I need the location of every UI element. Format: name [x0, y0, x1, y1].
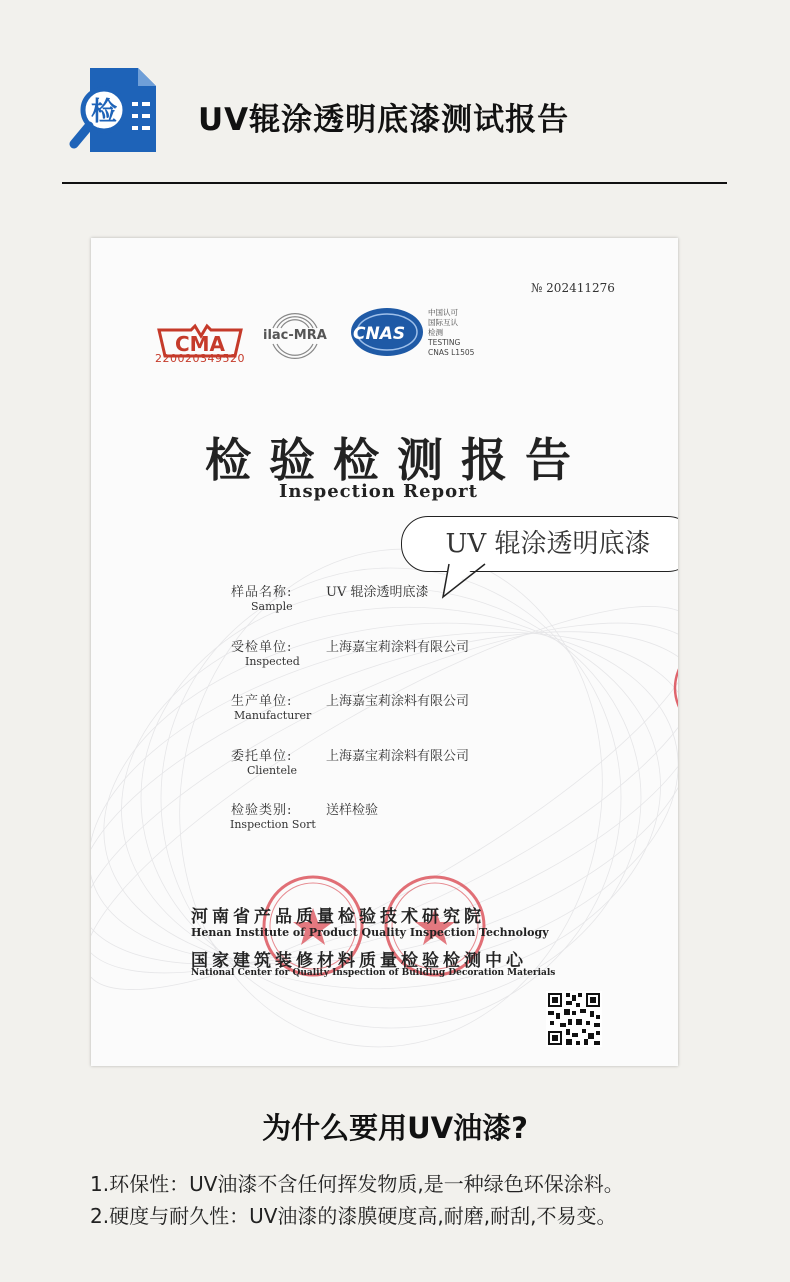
field-sub-label: Clientele — [247, 764, 298, 777]
cnas-info-line: 中国认可 — [428, 308, 458, 317]
inspection-certificate — [91, 238, 678, 1066]
field-label: 生产单位: — [231, 694, 293, 709]
certificate-number: № 202411276 — [531, 281, 615, 295]
benefit-item: 2.硬度与耐久性：UV油漆的漆膜硬度高,耐磨,耐刮,不易变。 — [90, 1204, 617, 1228]
field-label: 受检单位: — [231, 640, 293, 655]
ilac-label: ilac-MRA — [263, 328, 327, 343]
report-subtitle: Inspection Report — [279, 481, 478, 502]
page-title: UV辊涂透明底漆测试报告 — [198, 102, 570, 138]
institution-national-en: National Center for Quality Inspection of Building Decoration Materials — [191, 968, 556, 978]
page-header — [0, 0, 790, 190]
field-sub-label: Manufacturer — [234, 709, 312, 722]
qr-code — [546, 991, 602, 1047]
callout-tail — [441, 563, 501, 603]
report-title: 检验检测报告 — [205, 433, 589, 487]
inspection-document-icon — [68, 66, 160, 156]
cnas-info — [428, 308, 474, 358]
icon-glyph: 检 — [90, 97, 118, 127]
field-label: 检验类别: — [231, 803, 293, 818]
field-value: 上海嘉宝莉涂料有限公司 — [326, 640, 470, 655]
cma-number: 220020349520 — [155, 352, 245, 365]
institution-henan-en: Henan Institute of Product Quality Inspection Technology — [191, 926, 549, 939]
section-title: 为什么要用UV油漆? — [262, 1111, 528, 1145]
cnas-info-line: TESTING — [428, 338, 461, 347]
field-value: 上海嘉宝莉涂料有限公司 — [326, 749, 470, 764]
field-sub-label: Sample — [251, 600, 293, 613]
institution-national-cn: 国家建筑装修材料质量检验检测中心 — [191, 951, 527, 971]
red-seal-right — [651, 638, 678, 738]
institution-henan-cn: 河南省产品质量检验技术研究院 — [191, 907, 485, 927]
benefit-item: 1.环保性：UV油漆不含任何挥发物质,是一种绿色环保涂料。 — [90, 1172, 624, 1196]
cma-label: CMA — [174, 332, 226, 356]
cnas-info-line: 检测 — [428, 328, 443, 337]
cnas-info-line: 国际互认 — [428, 318, 458, 327]
cnas-label: CNAS — [353, 324, 406, 344]
field-value: 上海嘉宝莉涂料有限公司 — [326, 694, 470, 709]
field-sub-label: Inspection Sort — [230, 818, 316, 831]
field-label: 委托单位: — [231, 749, 293, 764]
field-value: 送样检验 — [326, 803, 379, 818]
cnas-info-line: CNAS L1505 — [428, 348, 475, 357]
field-sub-label: Inspected — [245, 655, 300, 668]
field-value: UV 辊涂透明底漆 — [326, 585, 429, 600]
field-label: 样品名称: — [231, 585, 293, 600]
callout-text: UV 辊涂透明底漆 — [445, 529, 651, 559]
header-divider — [62, 182, 727, 184]
